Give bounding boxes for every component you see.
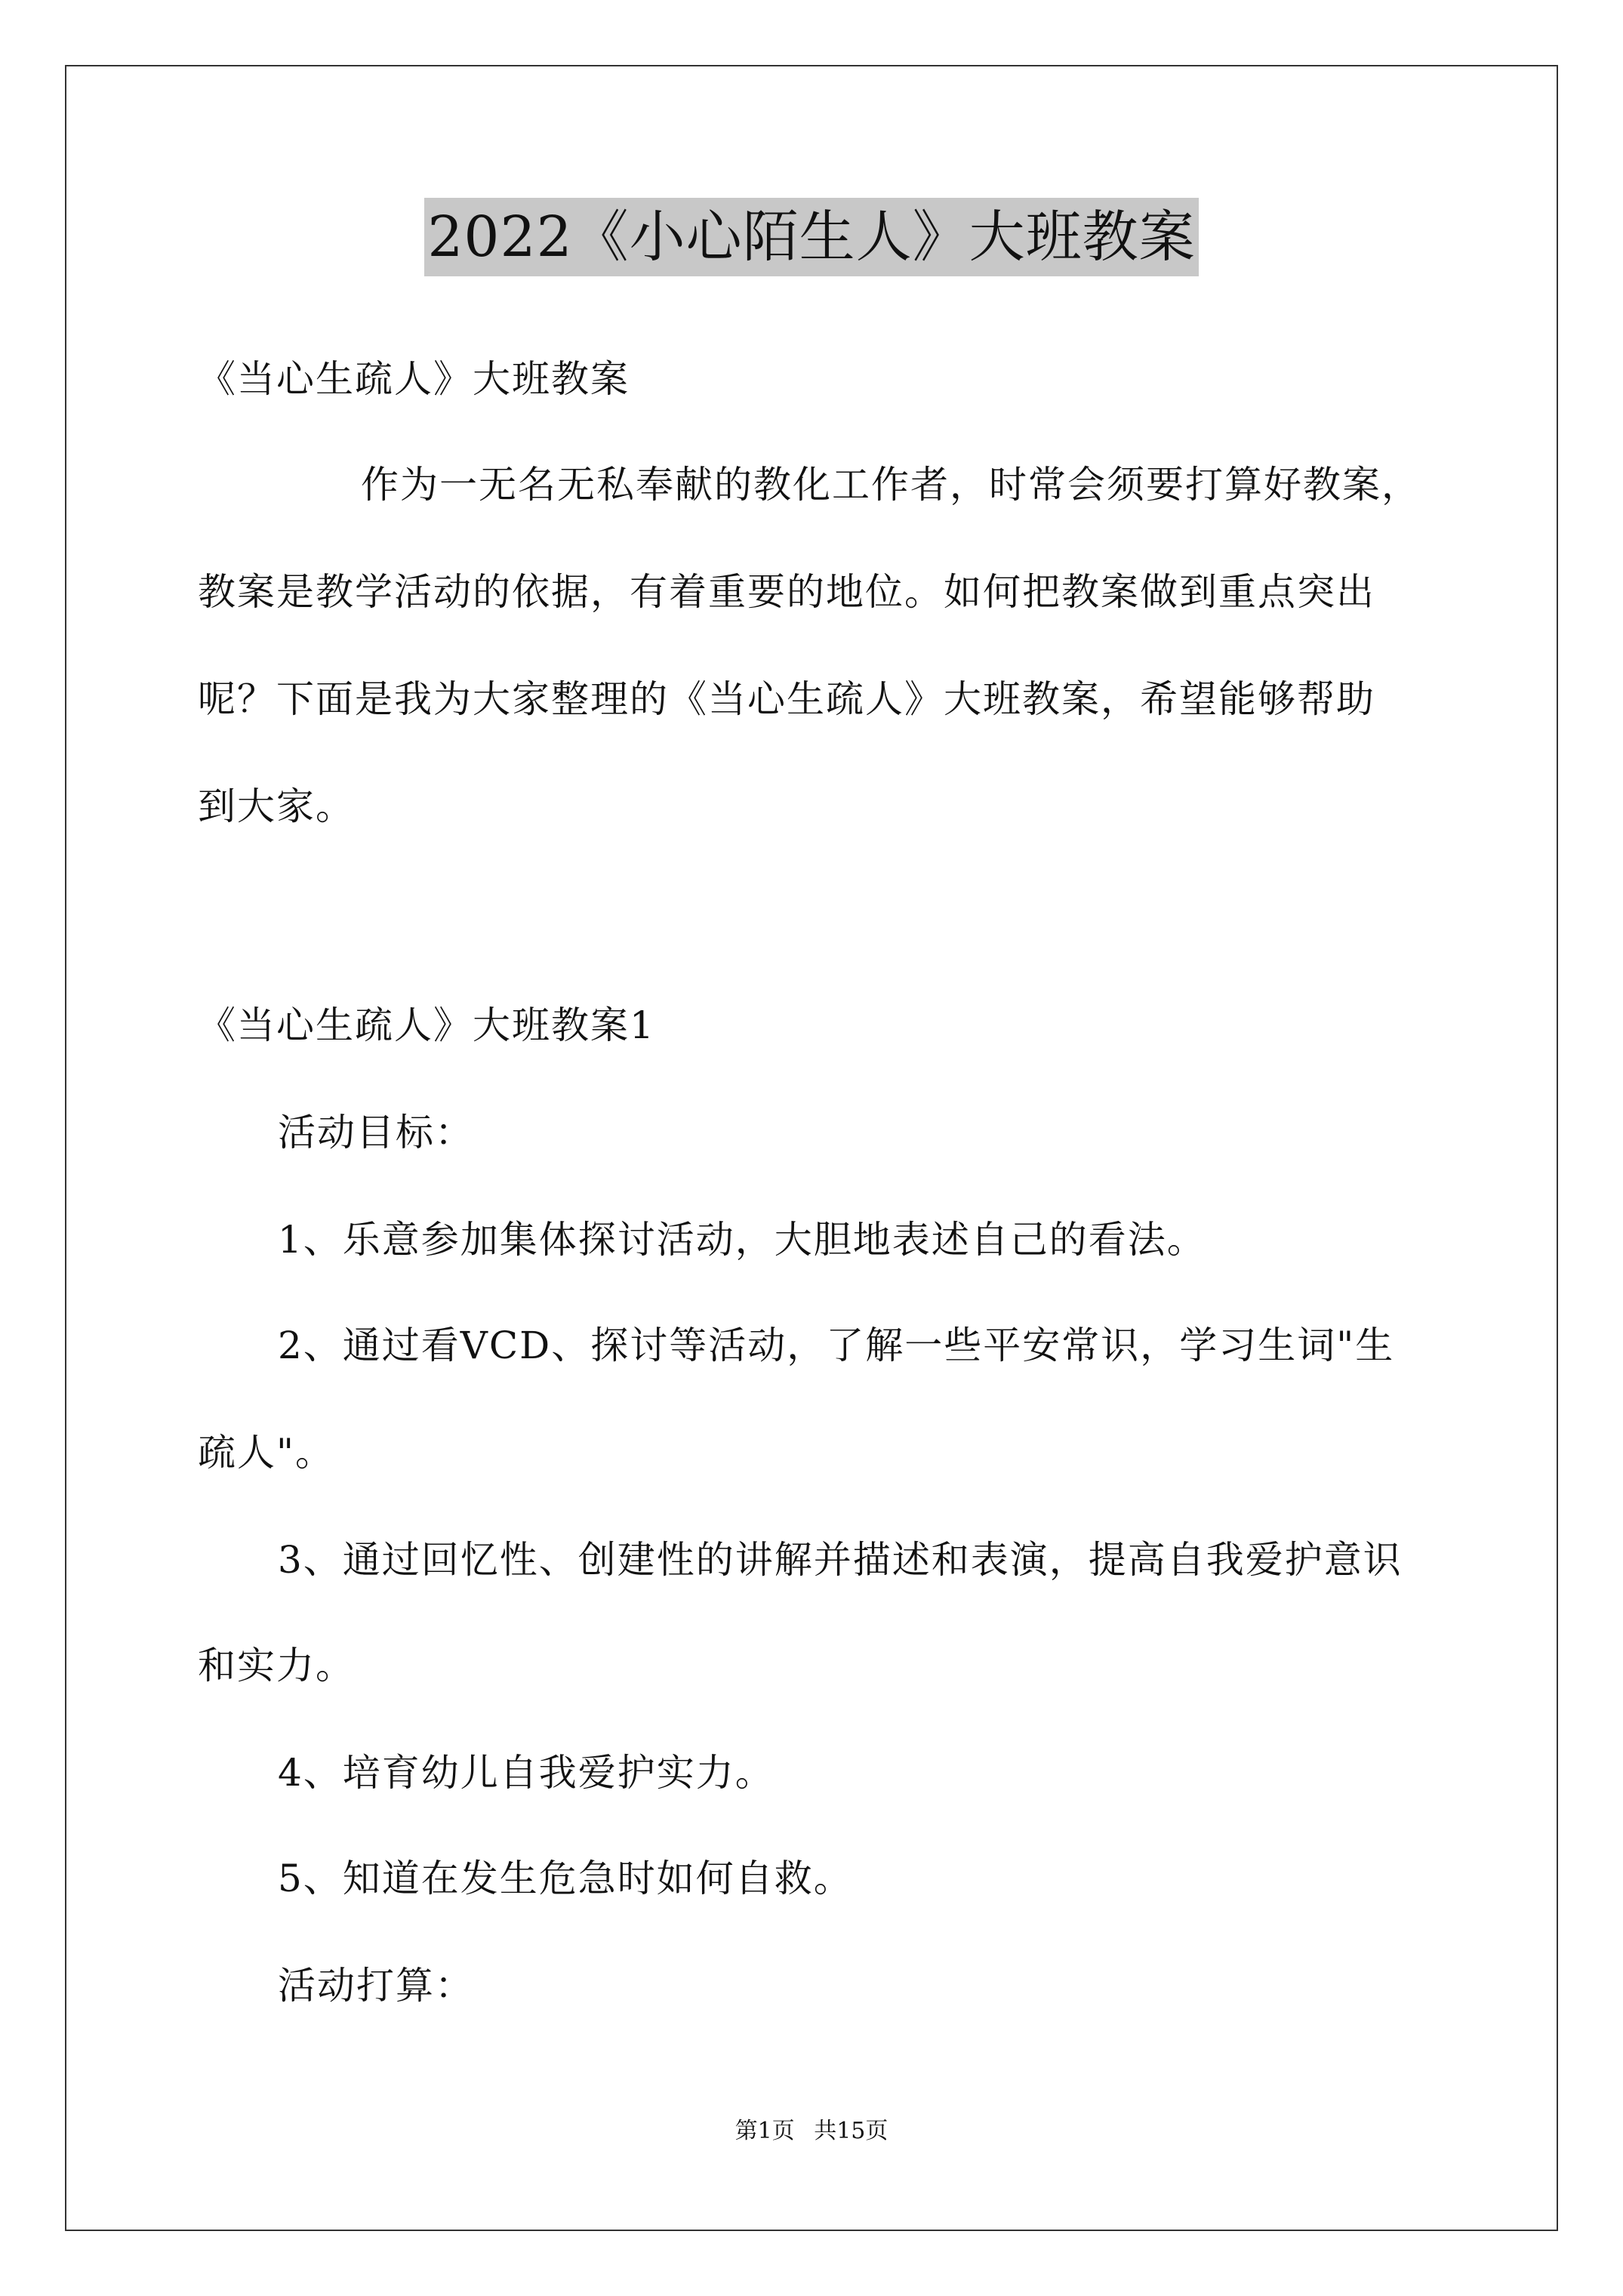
goal-item-3-line-1: 3、通过回忆性、创建性的讲解并描述和表演，提高自我爱护意识 [278,1538,1403,1582]
activity-preparation-heading: 活动打算： [278,1964,474,2008]
section-heading: 《当心生疏人》大班教案 [198,357,630,401]
goal-item-5: 5、知道在发生危急时如何自救。 [278,1857,853,1900]
page-total: 共15页 [814,2118,888,2144]
activity-goals-heading: 活动目标： [278,1111,474,1154]
goal-item-1: 1、乐意参加集体探讨活动，大胆地表述自己的看法。 [278,1218,1206,1262]
title-container [0,198,1623,276]
goal-item-2-line-1: 2、通过看VCD、探讨等活动，了解一些平安常识，学习生词"生 [278,1324,1395,1367]
intro-paragraph-line-4: 到大家。 [198,784,355,828]
goal-item-4: 4、培育幼儿自我爱护实力。 [278,1751,775,1795]
page-footer [0,2116,1623,2147]
document-title: 2022《小心陌生人》大班教案 [424,198,1198,276]
lesson-plan-heading: 《当心生疏人》大班教案1 [198,1003,655,1047]
intro-paragraph-line-3: 呢？下面是我为大家整理的《当心生疏人》大班教案，希望能够帮助 [198,677,1375,721]
goal-item-3-line-2: 和实力。 [198,1644,355,1687]
goal-item-2-line-2: 疏人"。 [198,1431,334,1475]
intro-paragraph-line-2: 教案是教学活动的依据，有着重要的地位。如何把教案做到重点突出 [198,570,1375,614]
intro-paragraph-line-1: 作为一无名无私奉献的教化工作者，时常会须要打算好教案， [361,463,1421,507]
page-number: 第1页 [735,2118,795,2144]
